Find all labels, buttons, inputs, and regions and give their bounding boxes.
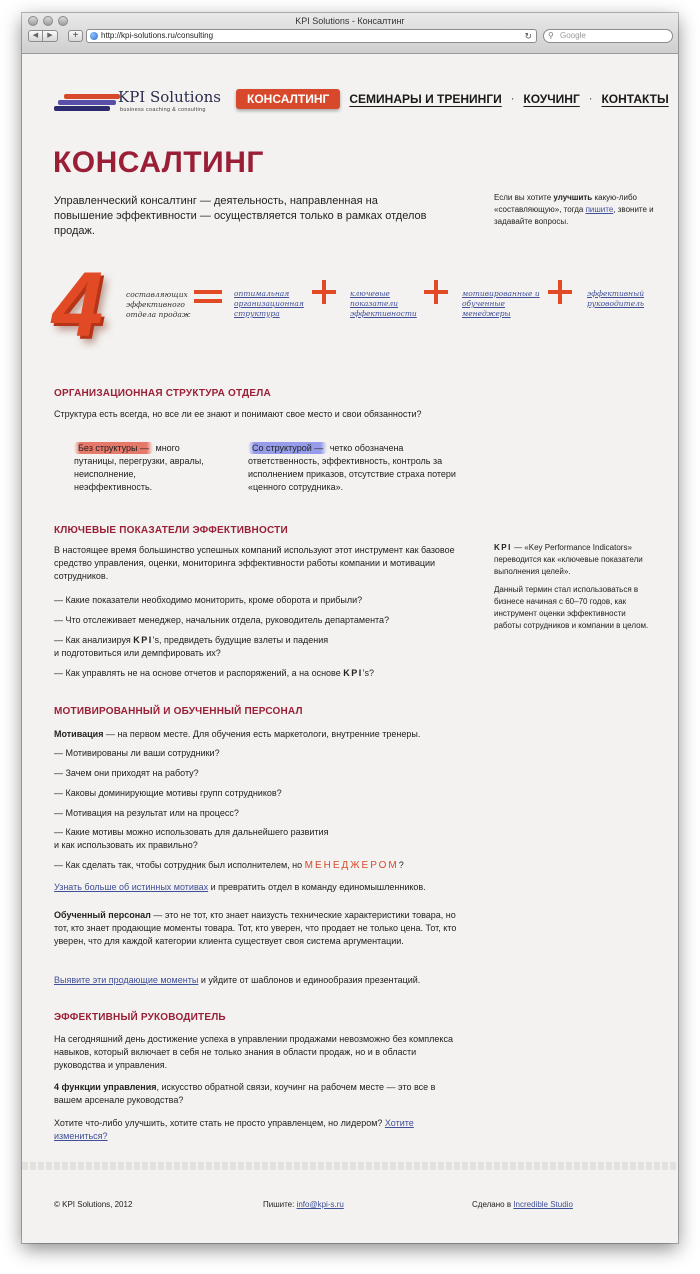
staff-question: — Мотивация на результат или на процесс?	[54, 808, 239, 818]
component-structure-link[interactable]: оптимальная организационная структура	[234, 289, 304, 318]
footer-divider	[22, 1162, 678, 1170]
kpi-intro: В настоящее время большинство успешных компаний используют этот инструмент как базовое средство управления, оценки, мониторинга эффективности работы компании и мотивации сотрудников.	[54, 545, 455, 581]
without-text: много путаницы, перегрузки, авралы, неисполнение, неэффективность.	[74, 443, 204, 492]
q-text: — Как анализируя	[54, 635, 134, 645]
four-caption: составляющих эффективного отдела продаж	[126, 290, 191, 319]
trained-bold: Обученный персонал	[54, 910, 151, 920]
leader-functions	[54, 1081, 464, 1107]
browser-window	[22, 13, 678, 1243]
with-text: четко обозначена ответственность, эффективность, контроль за исполнением приказов, отсутствие страха потери «ценного сотрудника».	[248, 443, 456, 492]
learn-text: и превратить отдел в команду единомышленников.	[208, 882, 426, 892]
kpi-question	[54, 667, 464, 680]
q-text: и подготовиться или демпфировать их?	[54, 648, 221, 658]
change-link[interactable]: Хотите измениться?	[54, 1118, 414, 1141]
page-content	[22, 54, 678, 1243]
motivation-bold: Мотивация	[54, 729, 104, 739]
trained-text: — это не тот, кто знает наизусть технические характеристики товара, но тот, кто знает продающие моменты товара. Тот, кто уверен, что продает не только цена. Тот, кто уверен, что для каждой категории клиента существует своя система аргументации.	[54, 910, 457, 946]
footer-label: Пишите:	[263, 1200, 297, 1209]
logo-name: KPI Solutions	[118, 88, 221, 106]
staff-trained	[54, 909, 464, 948]
equals-sign	[194, 287, 222, 307]
email-link[interactable]: info@kpi-s.ru	[296, 1200, 344, 1209]
aside-text: какую-либо «составляющую», тогда	[494, 193, 638, 214]
title-bar	[22, 13, 678, 54]
page-title: КОНСАЛТИНГ	[53, 146, 264, 179]
aside-text: , звоните и задавайте вопросы.	[494, 205, 654, 226]
back-button[interactable]: ◀	[28, 30, 43, 42]
plus-sign	[424, 280, 448, 304]
staff-question	[54, 859, 464, 872]
staff-question	[54, 826, 464, 852]
section-title-leader: ЭФФЕКТИВНЫЙ РУКОВОДИТЕЛЬ	[54, 1012, 226, 1023]
nav-item-contacts[interactable]: КОНТАКТЫ	[601, 92, 669, 106]
kpi-question	[54, 634, 464, 660]
four-number: 4	[52, 254, 104, 356]
footer-contact	[263, 1200, 344, 1209]
without-label: Без структуры —	[74, 442, 153, 454]
org-intro: Структура есть всегда, но все ли ее знают и понимают свое место и свои обязанности?	[54, 409, 422, 419]
q-text: — Как управлять не на основе отчетов и распоряжений, а на основе	[54, 668, 344, 678]
plus-sign	[548, 280, 572, 304]
aside-contact-note	[494, 192, 654, 228]
reload-icon[interactable]: ↻	[524, 31, 532, 41]
aside-bold: улучшить	[553, 193, 593, 202]
staff-question: — Мотивированы ли ваши сотрудники?	[54, 748, 220, 758]
leader-cta	[54, 1117, 464, 1143]
with-label: Со структурой —	[248, 442, 327, 454]
learn-motives-link[interactable]: Узнать больше об истинных мотивах	[54, 882, 209, 892]
org-with	[248, 442, 468, 494]
functions-text: , искусство обратной связи, коучинг на рабочем месте — это все в вашем арсенале руководства?	[54, 1082, 436, 1105]
org-without	[74, 442, 214, 494]
nav-item-consulting[interactable]: КОНСАЛТИНГ	[236, 89, 340, 109]
lead-paragraph: Управленческий консалтинг — деятельность, направленная на повышение эффективности — осуществляется только в рамках отделов продаж.	[54, 195, 427, 237]
kpi-term: KPI	[133, 635, 153, 645]
sell-text: и уйдите от шаблонов и единообразия презентаций.	[198, 975, 421, 985]
q-text: ?	[398, 860, 404, 870]
q-text: 's, предвидеть будущие взлеты и падения	[152, 635, 329, 645]
q-text: 's?	[362, 668, 374, 678]
aside-text: Если вы хотите	[494, 193, 554, 202]
staff-motivation	[54, 728, 464, 741]
aside-text: — «Key Performance Indicators» переводится как «ключевые показатели выполнения целей».	[494, 543, 643, 576]
write-link[interactable]: пишите	[585, 205, 614, 214]
plus-sign	[312, 280, 336, 304]
address-bar[interactable]	[86, 29, 537, 43]
staff-sell	[54, 974, 464, 987]
selling-points-link[interactable]: Выявите эти продающие моменты	[54, 975, 199, 985]
kpi-term: KPI	[494, 543, 512, 552]
url-text: http://kpi-solutions.ru/consulting	[101, 31, 214, 40]
motivation-text: — на первом месте. Для обучения есть маркетологи, внутренние тренеры.	[103, 729, 421, 739]
functions-bold: 4 функции управления	[54, 1082, 157, 1092]
main-nav	[236, 89, 669, 109]
q-text: — Как сделать так, чтобы сотрудник был исполнителем, но	[54, 860, 305, 870]
history-buttons	[28, 30, 58, 42]
q-text: — Какие мотивы можно использовать для дальнейшего развития	[54, 827, 329, 837]
footer-credits	[472, 1200, 573, 1209]
window-title: KPI Solutions - Консалтинг	[295, 16, 405, 26]
cta-text: Хотите что-либо улучшить, хотите стать не просто управленцем, но лидером?	[54, 1118, 385, 1128]
footer-label: Сделано в	[472, 1200, 514, 1209]
search-placeholder: Google	[560, 31, 586, 40]
aside-kpi-note	[494, 542, 654, 632]
forward-button[interactable]: ▶	[43, 30, 58, 42]
leader-p1: На сегодняшний день достижение успеха в управлении продажами невозможно без комплекса навыков, который включает в себя не только знания в области продаж, но и в области руководства и управления.	[54, 1034, 453, 1070]
nav-separator: ·	[588, 93, 593, 105]
add-bookmark-button[interactable]: +	[68, 30, 83, 42]
logo-bars-icon	[54, 94, 124, 112]
nav-item-coaching[interactable]: КОУЧИНГ	[523, 92, 580, 106]
aside-kpi-history: Данный термин стал использоваться в бизнесе начиная с 60–70 годов, как инструмент оценки эффективности работы сотрудников и компании в целом.	[494, 585, 649, 630]
component-leader-link[interactable]: эффективный руководитель	[587, 289, 645, 308]
aside-kpi-definition	[494, 542, 654, 578]
globe-icon	[90, 32, 98, 40]
logo-tagline: business coaching & consulting	[120, 107, 206, 113]
component-staff-link[interactable]: мотивированные и обученные менеджеры	[462, 289, 540, 318]
nav-item-seminars[interactable]: СЕМИНАРЫ И ТРЕНИНГИ	[349, 92, 502, 106]
search-icon: ⚲	[548, 31, 554, 40]
section-title-kpi: КЛЮЧЕВЫЕ ПОКАЗАТЕЛИ ЭФФЕКТИВНОСТИ	[54, 525, 288, 536]
footer-copyright: © KPI Solutions, 2012	[54, 1200, 133, 1209]
nav-separator: ·	[510, 93, 515, 105]
kpi-question: — Что отслеживает менеджер, начальник отдела, руководитель департамента?	[54, 615, 390, 625]
section-title-org: ОРГАНИЗАЦИОННАЯ СТРУКТУРА ОТДЕЛА	[54, 388, 271, 399]
kpi-question: — Какие показатели необходимо мониторить, кроме оборота и прибыли?	[54, 595, 363, 605]
search-input[interactable]	[543, 29, 673, 43]
staff-question: — Зачем они приходят на работу?	[54, 768, 199, 778]
manager-term: МЕНЕДЖЕРОМ	[304, 860, 399, 871]
kpi-term: KPI	[343, 668, 363, 678]
staff-learn-more	[54, 881, 464, 894]
section-title-staff: МОТИВИРОВАННЫЙ И ОБУЧЕННЫЙ ПЕРСОНАЛ	[54, 706, 303, 717]
q-text: и как использовать их правильно?	[54, 840, 198, 850]
studio-link[interactable]: Incredible Studio	[513, 1200, 573, 1209]
staff-question: — Каковы доминирующие мотивы групп сотрудников?	[54, 788, 282, 798]
component-kpi-link[interactable]: ключевые показатели эффективности	[350, 289, 417, 318]
